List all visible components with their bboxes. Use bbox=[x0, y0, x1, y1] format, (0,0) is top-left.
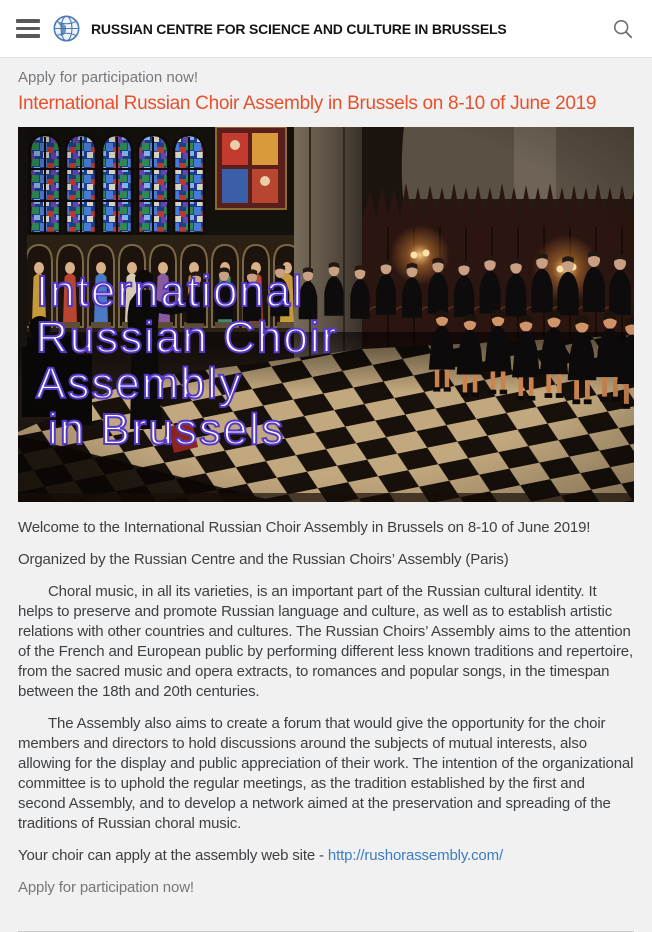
apply-now-top-link[interactable]: Apply for participation now! bbox=[18, 69, 199, 86]
welcome-text: Welcome to the International Russian Choir Assembly in Brussels on 8-10 of June 2019! bbox=[18, 519, 591, 536]
body-paragraph: The Assembly also aims to create a forum that would give the opportunity for the choir members and directors to hold discussions around the subjects of mutual interests, also allowing for the display and public appreciation of their work. The intention of the organizational committee is to uphold the regular meetings, as the tradition established by the first and second Assembly, and to develop a network aimed at the preservation and spreading of the traditions of Russian choral music. bbox=[18, 715, 634, 832]
site-title[interactable]: RUSSIAN CENTRE FOR SCIENCE AND CULTURE IN BRUSSELS bbox=[91, 20, 507, 37]
hero-overlay-line: Russian Choir bbox=[36, 313, 339, 362]
apply-info-line bbox=[18, 846, 634, 866]
body-paragraph: Choral music, in all its varieties, is an important part of the Russian cultural identity. It helps to preserve and promote Russian language and culture, as well as to establish artistic relations with other countries and cultures. The Russian Choirs’ Assembly aims to the attention of the French and European public by performing different less known traditions and repertoire, from the sacred music and opera extracts, to romances and popular songs, in the timespan between the 18th and 20th centuries. bbox=[18, 583, 634, 700]
hero-overlay-line: International bbox=[36, 267, 305, 316]
search-button[interactable] bbox=[610, 16, 636, 42]
assembly-website-link[interactable]: http://rushorassembly.com/ bbox=[327, 847, 503, 864]
hero-overlay-line: Assembly bbox=[36, 359, 243, 408]
hamburger-icon bbox=[16, 19, 40, 23]
article-page bbox=[0, 58, 652, 932]
menu-button[interactable] bbox=[16, 19, 42, 39]
app-header bbox=[0, 0, 652, 58]
search-icon bbox=[612, 18, 634, 40]
apply-now-bottom-link[interactable]: Apply for participation now! bbox=[18, 879, 194, 896]
globe-logo-icon[interactable] bbox=[53, 15, 80, 42]
hero-overlay-title bbox=[36, 269, 338, 453]
organizer-text: Organized by the Russian Centre and the Russian Choirs’ Assembly (Paris) bbox=[18, 551, 509, 568]
article-title: International Russian Choir Assembly in Brussels on 8-10 of June 2019 bbox=[18, 93, 597, 114]
hero-image bbox=[18, 127, 634, 502]
hero-overlay-line: in Brussels bbox=[48, 405, 286, 454]
apply-info-text: Your choir can apply at the assembly web site - bbox=[18, 847, 328, 864]
